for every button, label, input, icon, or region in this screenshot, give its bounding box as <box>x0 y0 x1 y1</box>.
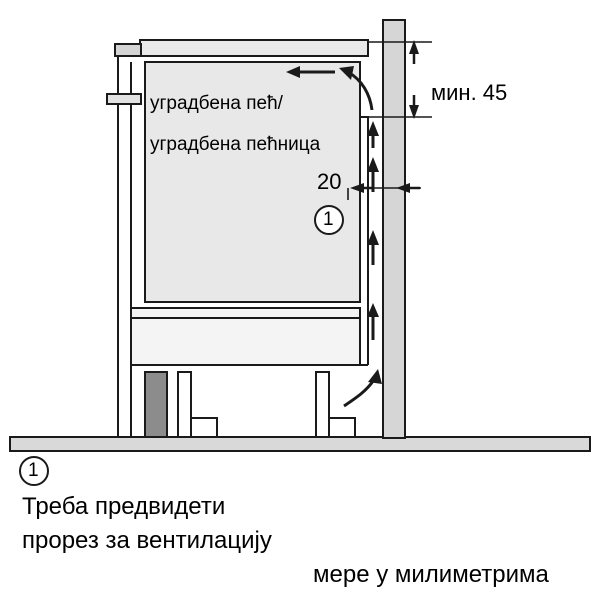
plinth-legs-group <box>145 372 355 437</box>
floor-group <box>10 437 590 451</box>
airflow-inlet-curve-arrow <box>344 369 382 406</box>
dimension-20-label: 20 <box>317 169 342 194</box>
callout-1-label: 1 <box>323 209 334 230</box>
dimension-min45-label: мин. 45 <box>431 80 508 105</box>
oven-label-line1: уградбена пећ/ <box>150 93 283 114</box>
legend-note-line1: Треба предвидети <box>22 493 226 520</box>
legend-note-line2: прорез за вентилацију <box>22 527 272 554</box>
oven-label-line2: уградбена пећница <box>150 134 321 155</box>
legend-1-label: 1 <box>28 460 39 481</box>
units-note: мере у милиметрима <box>313 561 549 588</box>
wall-group <box>383 20 405 438</box>
